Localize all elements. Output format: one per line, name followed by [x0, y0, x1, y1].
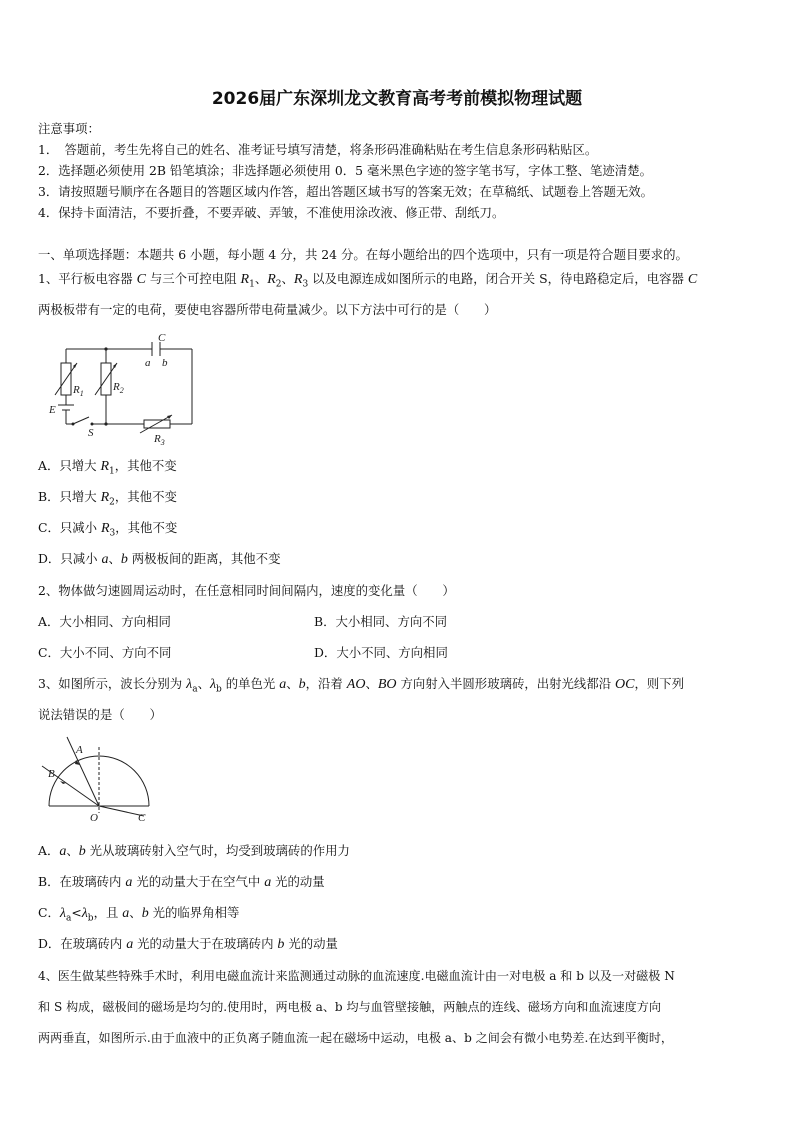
- q4-stem-line2: 和 S 构成，磁极间的磁场是均匀的.使用时，两电极 a、b 均与血管壁接触，两触点的连线、磁场方向和血流速度方向: [38, 1000, 661, 1014]
- r1-label: $R_1$: [73, 384, 84, 398]
- battery-label: E: [49, 404, 56, 416]
- q1-option-c: C．只减小 $R_3$，其他不变: [38, 520, 178, 539]
- q4-stem-line1: 4、医生做某些特殊手术时，利用电磁血流计来监测通过动脉的血流速度.电磁血流计由一对电极 a 和 b 以及一对磁极 N: [38, 969, 675, 983]
- q3-option-c: C．$\lambda_a<\lambda_b$，且 a、b 光的临界角相等: [38, 905, 240, 924]
- page-title: 2026届广东深圳龙文教育高考考前模拟物理试题: [211, 89, 583, 109]
- q3-option-a: A．a、b 光从玻璃砖射入空气时，均受到玻璃砖的作用力: [38, 843, 350, 859]
- capacitor-label: C: [158, 333, 166, 344]
- q1-circuit-diagram: [40, 333, 210, 445]
- notice-item-2: 2．选择题必须使用 2B 铅笔填涂；非选择题必须使用 0．5 毫米黑色字迹的签字笔书写，字体工整、笔迹清楚。: [38, 163, 652, 178]
- q3-stem-line1: 3、如图所示，波长分别为 $\lambda_a$、$\lambda_b$ 的单色光 a、b，沿着 AO、BO 方向射入半圆形玻璃砖，出射光线都沿 OC，则下列: [38, 676, 685, 695]
- q1-stem-line1: 1、平行板电容器 C 与三个可控电阻 $R_1$、$R_2$、$R_3$ 以及电源连成如图所示的电路，闭合开关 S，待电路稳定后，电容器 C: [38, 271, 698, 290]
- q2-stem: 2、物体做匀速圆周运动时，在任意相同时间间隔内，速度的变化量（ ）: [38, 583, 455, 598]
- q1-option-b: B．只增大 $R_2$，其他不变: [38, 489, 177, 508]
- switch-label: S: [88, 427, 94, 439]
- q3-option-b: B．在玻璃砖内 a 光的动量大于在空气中 a 光的动量: [38, 874, 325, 890]
- q2-option-b: B．大小相同、方向不同: [314, 614, 448, 629]
- section-heading: 一、单项选择题：本题共 6 小题，每小题 4 分，共 24 分。在每小题给出的四个选项中，只有一项是符合题目要求的。: [38, 247, 688, 262]
- notice-item-1: 1． 答题前，考生先将自己的姓名、准考证号填写清楚，将条形码准确粘贴在考生信息条形码粘贴区。: [38, 142, 598, 157]
- q3-option-d: D．在玻璃砖内 a 光的动量大于在玻璃砖内 b 光的动量: [38, 936, 338, 952]
- q2-option-d: D．大小不同、方向相同: [314, 645, 448, 660]
- plate-b-label: b: [162, 357, 168, 369]
- q1-option-d: D．只减小 a、b 两极板间的距离，其他不变: [38, 551, 281, 567]
- notice-item-3: 3．请按照题号顺序在各题目的答题区域内作答，超出答题区域书写的答案无效；在草稿纸、试题卷上答题无效。: [38, 184, 654, 199]
- q2-option-c: C．大小不同、方向不同: [38, 645, 172, 660]
- ray-b-label: B: [48, 768, 55, 780]
- q3-semicircle-diagram: [30, 733, 170, 825]
- q2-option-a: A．大小相同、方向相同: [38, 614, 171, 629]
- point-c-label: C: [138, 812, 146, 824]
- notice-heading: 注意事项：: [38, 121, 100, 136]
- origin-o-label: O: [90, 812, 98, 824]
- r3-label: $R_3$: [154, 433, 165, 445]
- q3-stem-line2: 说法错误的是（ ）: [38, 707, 162, 722]
- plate-a-label: a: [145, 357, 151, 369]
- notice-item-4: 4．保持卡面清洁，不要折叠，不要弄破、弄皱，不准使用涂改液、修正带、刮纸刀。: [38, 205, 505, 220]
- q1-stem-line2: 两极板带有一定的电荷，要使电容器所带电荷量减少。以下方法中可行的是（ ）: [38, 302, 497, 317]
- q4-stem-line3: 两两垂直，如图所示.由于血液中的正负离子随血流一起在磁场中运动，电极 a、b 之间会有微小电势差.在达到平衡时，: [38, 1031, 674, 1045]
- q1-option-a: A．只增大 $R_1$，其他不变: [38, 458, 177, 477]
- ray-a-label: A: [76, 744, 83, 756]
- r2-label: $R_2$: [113, 381, 124, 395]
